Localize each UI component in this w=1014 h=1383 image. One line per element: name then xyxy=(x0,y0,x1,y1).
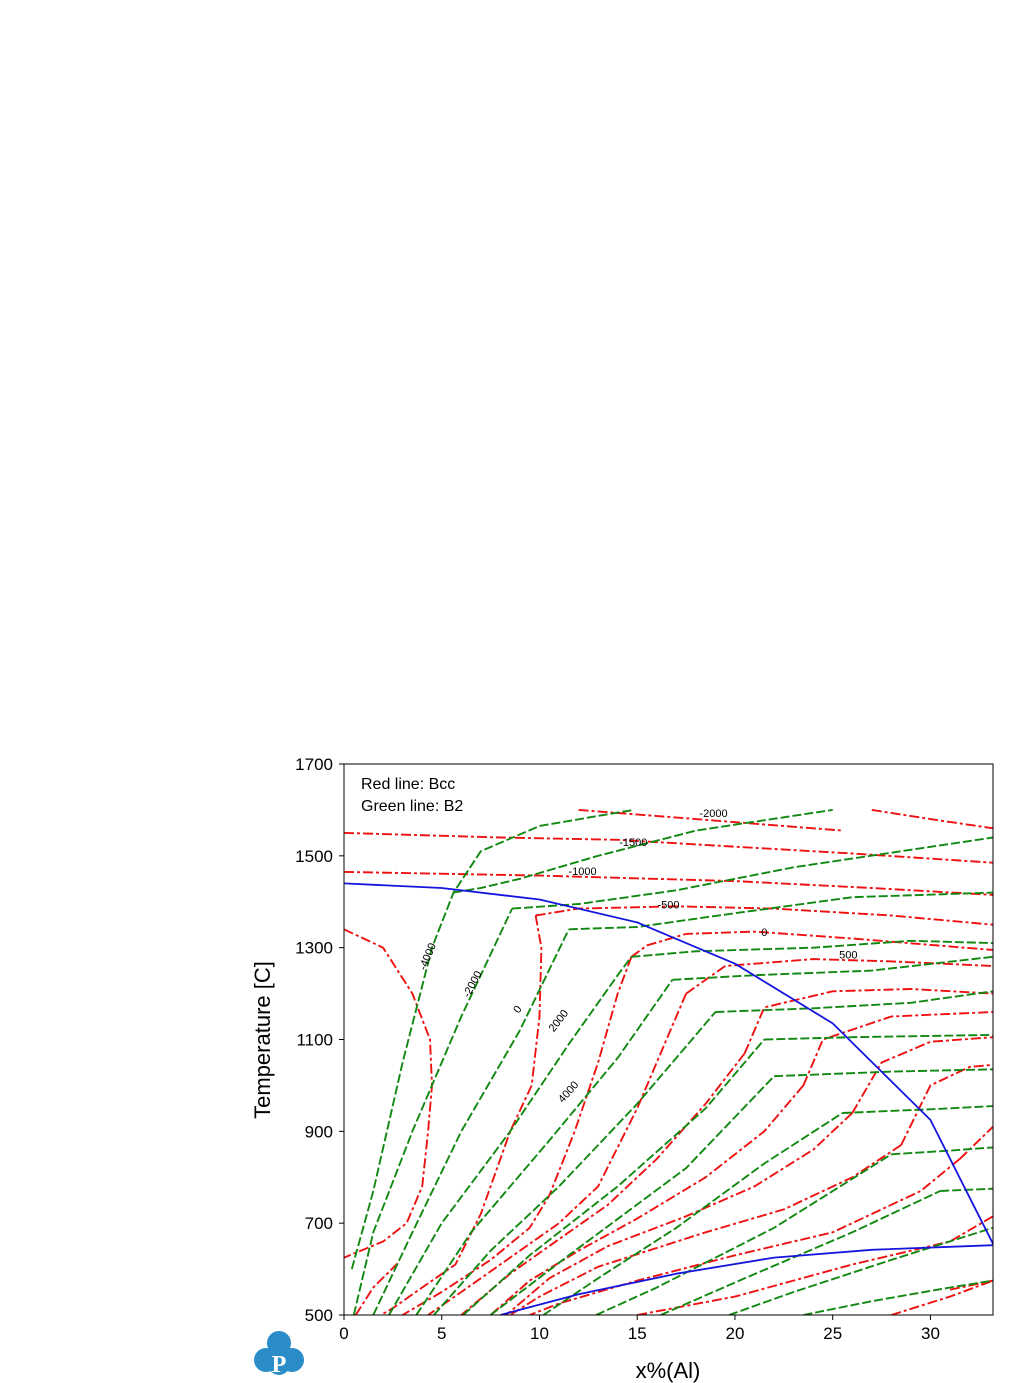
contour-label-10: 4000 xyxy=(556,1079,582,1106)
x-tick-label-6: 30 xyxy=(920,1324,940,1343)
y-tick-label-3: 1100 xyxy=(296,1030,333,1050)
x-tick-label-5: 25 xyxy=(823,1324,843,1343)
x-tick-label-1: 5 xyxy=(437,1324,447,1343)
x-tick-label-3: 15 xyxy=(627,1324,647,1343)
x-tick-label-4: 20 xyxy=(725,1324,745,1343)
x-tick-label-0: 0 xyxy=(339,1324,349,1343)
y-tick-label-4: 1300 xyxy=(295,938,333,958)
y-tick-label-2: 900 xyxy=(304,1122,333,1142)
svg-text:P: P xyxy=(271,1352,287,1378)
y-tick-label-1: 700 xyxy=(304,1214,333,1234)
contour-label-8: 0 xyxy=(511,1003,525,1016)
contour-label-0: -2000 xyxy=(699,807,728,820)
x-axis-title: x%(Al) xyxy=(635,1358,701,1383)
contour-label-5: 500 xyxy=(839,949,858,962)
y-tick-label-0: 500 xyxy=(304,1306,333,1325)
contour-label-6: -4000 xyxy=(417,941,439,973)
contour-label-7: -2000 xyxy=(461,969,485,1000)
contour-label-9: 2000 xyxy=(546,1007,572,1035)
legend-line-b2: Green line: B2 xyxy=(361,798,464,815)
y-tick-label-6: 1700 xyxy=(295,755,333,774)
contour-label-4: 0 xyxy=(761,926,768,939)
legend-line-bcc: Red line: Bcc xyxy=(361,776,456,793)
contour-label-3: -500 xyxy=(657,899,680,912)
y-tick-label-5: 1500 xyxy=(295,846,333,866)
contour-label-1: -1500 xyxy=(619,836,648,849)
x-tick-label-2: 10 xyxy=(530,1324,549,1343)
y-axis-title: Temperature [C] xyxy=(250,961,275,1119)
contour-label-2: -1000 xyxy=(568,865,597,878)
